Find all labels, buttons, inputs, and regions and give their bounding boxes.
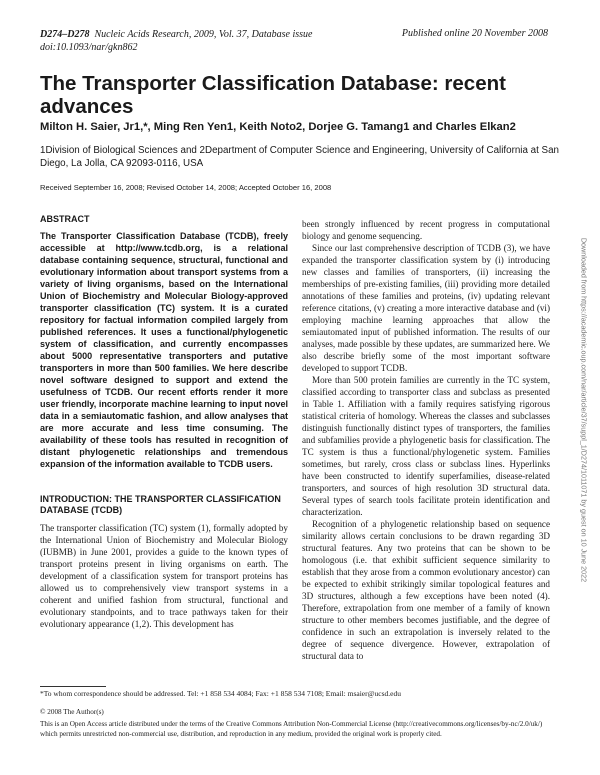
license-block [40,708,560,739]
header-doi[interactable]: doi:10.1093/nar/gkn862 [40,42,138,53]
header-citation [40,28,312,41]
affiliations: 1Division of Biological Sciences and 2Department of Computer Science and Engineering, University of California at San Diego, La Jolla, CA 92093-0116, USA [40,145,559,169]
right-paragraph-0: been strongly influenced by recent progress in computational biology and genome sequencing. [302,219,550,241]
running-header [40,28,312,54]
submission-dates: Received September 16, 2008; Revised October 14, 2008; Accepted October 16, 2008 [40,183,332,192]
correspondence-footnote: *To whom correspondence should be addressed. Tel: +1 858 534 4084; Fax: +1 858 534 7108; Email: msaier@ucsd.edu [40,689,401,698]
right-paragraph-2: More than 500 protein families are currently in the TC system, classified according to transporter class and subclass as presented in Table 1. Affiliation with a family requires satisfying rigorous statistical criteria of homology. Whereas the classes and subclasses distinguish functionally distinct types of transporters, the families and subfamilies provide a phylogenetic basis for classification. The TC system is thus a functional/phylogenetic system. Families sometimes, but rarely, cross class or subclass lines. Hyperlinks have been constructed to identify superfamilies, disease-related transporters, and sources of high resolution 3D structural data. Several types of search tools facilitate protein identification and characterization. [302,375,550,517]
header-journal: Nucleic Acids Research, 2009, Vol. 37, Database issue [94,29,313,40]
header-pages: D274–D278 [40,29,90,40]
abstract-text: The Transporter Classification Database (TCDB), freely accessible at http://www.tcdb.org, is a relational database containing sequence, structural, functional and evolutionary information about transport systems from a variety of living organisms, based on the International Union of Biochemistry and Molecular Biology-approved transporter classification (TC) system. It is a curated repository for factual information compiled largely from published references. It uses a functional/phylogenetic system of classification, and currently encompasses about 5000 representative transporters and putative transporters in more than 500 families. We here describe novel software designed to support and extend the usefulness of TCDB. Our recent efforts render it more user friendly, incorporate machine learning to input novel data in a semiautomatic fashion, and allow analyses that are more accurate and less time consuming. The availability of these tools has resulted in recognition of distant phylogenetic relationships and tremendous expansion of the information available to TCDB users. [40,231,288,469]
intro-paragraph-1: The transporter classification (TC) system (1), formally adopted by the International Union of Biochemistry and Molecular Biology (IUBMB) in June 2001, provides a guide to the known types of transport proteins present in living organisms on earth. The development of a classification system for transport proteins has allowed us to comprehensively view transport systems in a coherent and unified fashion from structural, functional and evolutionary standpoints, and to trace pathways taken for their evolutionary appearance (1,2). This development has [40,523,288,629]
header-published-date: Published online 20 November 2008 [401,28,548,39]
paper-title: The Transporter Classification Database: recent advances [40,72,506,118]
download-watermark: Downloaded from https://academic.oup.com/nar/article/37/suppl_1/D274/1011071 by guest on 10 June 2022 [579,237,589,583]
license-text: This is an Open Access article distributed under the terms of the Creative Commons Attribution Non-Commercial License (http://creativecommons.org/licenses/by-nc/2.0/uk/) which permits unrestricted non-commercial use, distribution, and reproduction in any medium, provided the original work is properly cited. [40,720,543,738]
left-column [40,214,288,630]
footnote-divider [40,686,106,687]
copyright-line: © 2008 The Author(s) [40,708,104,716]
intro-heading: INTRODUCTION: THE TRANSPORTER CLASSIFICATION DATABASE (TCDB) [40,494,281,515]
abstract-heading: ABSTRACT [40,214,90,224]
author-list: Milton H. Saier, Jr1,*, Ming Ren Yen1, Keith Noto2, Dorjee G. Tamang1 and Charles Elkan2 [40,121,516,133]
right-paragraph-1: Since our last comprehensive description of TCDB (3), we have expanded the transporter classification system by (i) introducing new classes and families of transporters, (ii) increasing the memberships of pre-existing families, (iii) providing more detailed annotations of these families and proteins, (iv) updating relevant reference citations, (v) creating a more interactive database and (vi) employing machine learning approaches that allow the semiautomated input of published information. The results of our analyses, made possible by these updates, are summarized here. We also describe briefly some of the most important software developed to support TCDB. [302,243,550,373]
right-column [302,218,550,662]
right-paragraph-3: Recognition of a phylogenetic relationship based on sequence similarity allows certain conclusions to be drawn regarding 3D structural features. Any two proteins that can be shown to be homologous (i.e. that exhibit sufficient sequence similarity to establish that they arose from a common evolutionary ancestor) can be expected to exhibit strikingly similar topological features and 3D structures, although a few exceptions have been noted (4). Therefore, extrapolation from one member of a family of known structure to other members becomes justifiable, and the degree of confidence in such an extrapolation is inversely related to the degree of sequence divergence. However, extrapolation of structural data to [302,519,550,661]
